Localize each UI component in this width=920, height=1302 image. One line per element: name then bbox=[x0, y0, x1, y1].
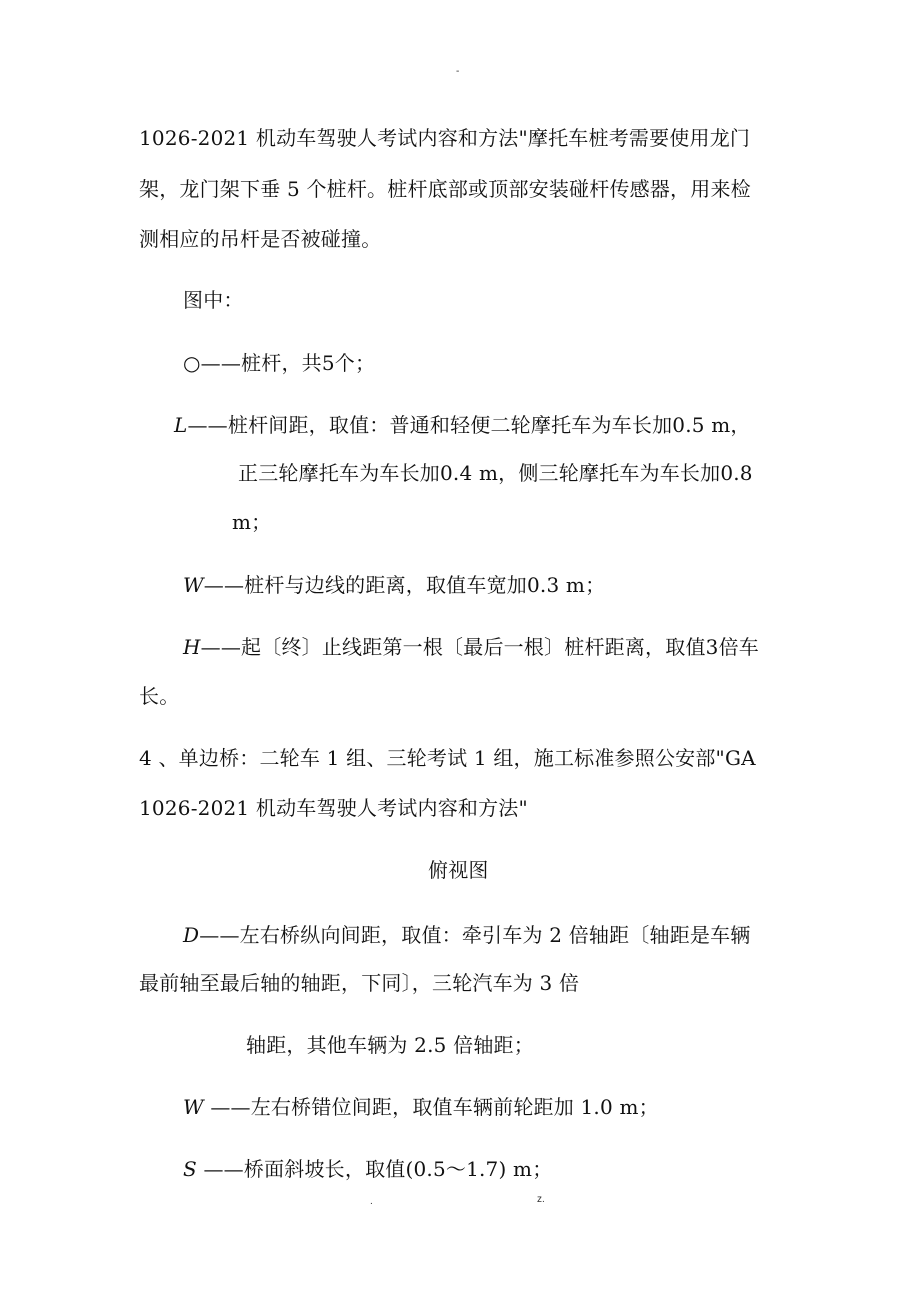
footer-z: z. bbox=[537, 1194, 545, 1205]
legend-circle-text: ——桩杆，共5个； bbox=[200, 351, 376, 375]
legend-l-line-2: 正三轮摩托车为车长加0.4 m，侧三轮摩托车为车长加0.8 bbox=[238, 461, 753, 485]
legend-h-item bbox=[183, 635, 759, 659]
legend-l-line-3: m； bbox=[232, 510, 272, 534]
paragraph-1-line-1: 1026-2021 机动车驾驶人考试内容和方法"摩托车桩考需要使用龙门 bbox=[139, 126, 751, 150]
legend-w2-text: ——左右桥错位间距，取值车辆前轮距加 1.0 m； bbox=[203, 1095, 659, 1119]
s-symbol: S bbox=[183, 1157, 197, 1181]
w-symbol: W bbox=[183, 573, 204, 597]
legend-w-item bbox=[183, 573, 605, 597]
section-4-line-1: 4 、单边桥：二轮车 1 组、三轮考试 1 组，施工标准参照公安部"GA bbox=[139, 746, 756, 770]
legend-s-item bbox=[183, 1157, 552, 1181]
legend-s-text: ——桥面斜坡长，取值(0.5～1.7) m； bbox=[196, 1157, 553, 1181]
legend-d-line-3: 轴距，其他车辆为 2.5 倍轴距； bbox=[246, 1033, 534, 1057]
legend-d-item bbox=[183, 923, 751, 947]
figure-label: 图中： bbox=[183, 288, 244, 312]
legend-circle-item bbox=[183, 351, 375, 375]
paragraph-1-line-2: 架，龙门架下垂 5 个桩杆。桩杆底部或顶部安装碰杆传感器，用来检 bbox=[139, 177, 751, 201]
legend-d-line-1: ——左右桥纵向间距，取值：牵引车为 2 倍轴距〔轴距是车辆 bbox=[199, 923, 751, 947]
section-4-line-2: 1026-2021 机动车驾驶人考试内容和方法" bbox=[139, 796, 528, 820]
legend-h-line-2: 长。 bbox=[139, 684, 180, 708]
w2-symbol: W bbox=[183, 1095, 204, 1119]
top-view-title: 俯视图 bbox=[428, 858, 489, 882]
footer-dot: . bbox=[370, 1196, 373, 1207]
legend-w2-item bbox=[183, 1095, 659, 1119]
legend-l-line-1: ——桩杆间距，取值：普通和轻便二轮摩托车为车长加0.5 m， bbox=[187, 413, 751, 437]
paragraph-1-line-3: 测相应的吊杆是否被碰撞。 bbox=[139, 227, 382, 251]
legend-l-item bbox=[174, 413, 751, 437]
d-symbol: D bbox=[183, 923, 200, 947]
circle-symbol: ○ bbox=[183, 351, 201, 375]
header-mark: - bbox=[456, 66, 460, 77]
legend-h-line-1: ——起〔终〕止线距第一根〔最后一根〕桩杆距离，取值3倍车 bbox=[200, 635, 759, 659]
legend-w-text: ——桩杆与边线的距离，取值车宽加0.3 m； bbox=[203, 573, 606, 597]
h-symbol: H bbox=[183, 635, 201, 659]
l-symbol: L bbox=[174, 413, 188, 437]
legend-d-line-2: 最前轴至最后轴的轴距，下同〕，三轮汽车为 3 倍 bbox=[139, 971, 580, 995]
